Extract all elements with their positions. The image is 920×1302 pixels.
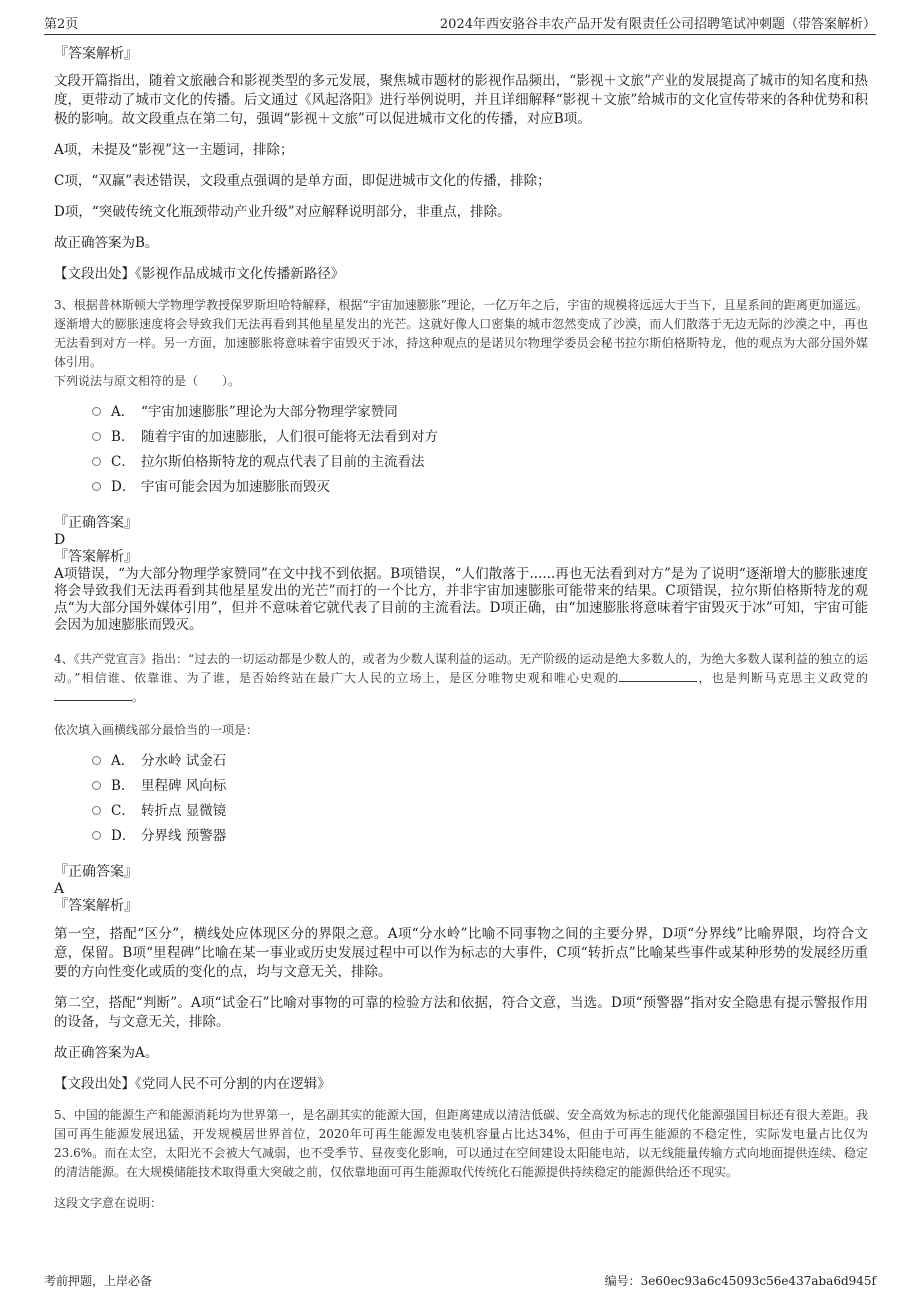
option-d[interactable] [92,821,868,846]
option-letter: B． [111,428,135,445]
option-b[interactable] [92,422,868,447]
question-5 [54,1106,868,1213]
analysis-label: 『答案解析』 [54,46,138,62]
page-header [44,10,876,35]
option-text: 随着宇宙的加速膨胀，人们很可能将无法看到对方 [141,428,438,445]
conclusion: 故正确答案为A。 [54,1045,159,1061]
answer-label: 『正确答案』 [54,864,138,880]
option-a[interactable] [92,746,868,771]
fill-blank [619,669,697,682]
analysis-label: 『答案解析』 [54,898,138,914]
analysis-label: 『答案解析』 [54,549,138,565]
question-3 [54,296,868,634]
option-letter: D． [111,827,136,844]
option-text: 分界线 预警器 [141,827,227,844]
radio-button[interactable] [92,756,101,765]
page-footer [44,1270,876,1290]
option-letter: B． [111,777,135,794]
source-citation: 【文段出处】《影视作品成城市文化传播新路径》 [54,266,345,282]
radio-button[interactable] [92,407,101,416]
option-c[interactable] [92,447,868,472]
analysis-paragraph: 文段开篇指出，随着文旅融合和影视类型的多元发展，聚焦城市题材的影视作品频出，“影视＋文旅”产业的发展提高了城市的知名度和热度，更带动了城市文化的传播。后文通过《风起洛阳》进行举例说明，并且详细解释“影视＋文旅”给城市的文化宣传带来的各种优势和积极的影响。故文段重点在第二句，强调“影视＋文旅”可以促进城市文化的传播，对应B项。 [54,73,868,127]
document-title: 2024年西安骆谷丰农产品开发有限责任公司招聘笔试冲刺题（带答案解析） [439,17,876,32]
question-stem: 3、根据普林斯顿大学物理学教授保罗斯坦哈特解释，根据“宇宙加速膨胀”理论，一亿万年之后，宇宙的规模将远远大于当下，且星系间的距离更加遥远。逐渐增大的膨胀速度将会导致我们无法再看到其他星星发出的光芒。这就好像人口密集的城市忽然变成了沙漠，而人们散落于无边无际的沙漠之中，再也无法看到对方一样。另一方面，加速膨胀将意味着宇宙毁灭于冰，持这种观点的是诺贝尔物理学委员会秘书拉尔斯伯格斯特龙，他的观点为大部分国外媒体引用。 [54,298,868,369]
answer-value: A [54,881,65,897]
analysis-paragraph: C项，“双赢”表述错误，文段重点强调的是单方面，即促进城市文化的传播，排除； [54,173,551,189]
option-a[interactable] [92,397,868,422]
source-citation: 【文段出处】《党同人民不可分割的内在逻辑》 [54,1076,331,1092]
analysis-paragraph: 第一空，搭配“区分”，横线处应体现区分的界限之意。A项“分水岭”比喻不同事物之间的主要分界，D项“分界线”比喻界限，均符合文意，保留。B项“里程碑”比喻在某一事业或历史发展过程中可以作为标志的大事件，C项“转折点”比喻某些事件或某种形势的发展经历重要的方向性变化或质的变化的点，均与文意无关，排除。 [54,926,868,980]
option-d[interactable] [92,472,868,497]
analysis-paragraph: 第二空，搭配“判断”。A项“试金石”比喻对事物的可靠的检验方法和依据，符合文意，当选。D项“预警器”指对安全隐患有提示警报作用的设备，与文意无关，排除。 [54,995,868,1030]
fill-blank [54,688,132,701]
radio-button[interactable] [92,781,101,790]
question-prompt: 下列说法与原文相符的是（ ）。 [54,374,241,388]
page-number: 第2页 [44,17,79,32]
answer-value: D [54,532,66,548]
option-list [92,746,868,846]
question-stem: 5、中国的能源生产和能源消耗均为世界第一，是名副其实的能源大国，但距离建成以清洁低碳、安全高效为标志的现代化能源强国目标还有很大差距。我国可再生能源发展迅猛，开发规模居世界首位，2020年可再生能源发电装机容量占比达34%，但由于可再生能源的不稳定性，实际发电量占比仅为23.6%。而在太空，太阳光不会被大气减弱，也不受季节、昼夜变化影响，可以通过在空间建设太阳能电站，以无线能量传输方式向地面提供连续、稳定的清洁能源。在大规模储能技术取得重大突破之前，仅依靠地面可再生能源取代传统化石能源提供持续稳定的能源供给还不现实。 [54,1108,868,1179]
stem-part: 4、《共产党宣言》指出：“过去的一切运动都是少数人的，或者为少数人谋利益的运动。无产阶级的运动是绝大多数人的，为绝大多数人谋利益的独立的运动。”相信谁、依靠谁、为了谁，是否始终站在最广大人民的立场上，是区分唯物史观和唯心史观的 [54,652,868,685]
option-letter: C． [111,802,135,819]
option-letter: C． [111,453,135,470]
option-letter: A． [111,403,135,420]
radio-button[interactable] [92,457,101,466]
option-text: 分水岭 试金石 [141,752,227,769]
analysis-paragraph: D项，“突破传统文化瓶颈带动产业升级”对应解释说明部分，非重点，排除。 [54,204,511,220]
question-prompt: 这段文字意在说明： [54,1196,163,1210]
question-4 [54,650,868,1094]
question-stem [54,650,868,707]
page-content [54,44,868,1219]
radio-button[interactable] [92,831,101,840]
option-text: 拉尔斯伯格斯特龙的观点代表了目前的主流看法 [141,453,425,470]
option-text: 里程碑 风向标 [141,777,227,794]
option-c[interactable] [92,796,868,821]
radio-button[interactable] [92,806,101,815]
stem-part: ，也是判断马克思主义政党的 [697,671,868,685]
option-letter: D． [111,478,136,495]
option-b[interactable] [92,771,868,796]
option-text: “宇宙加速膨胀”理论为大部分物理学家赞同 [141,403,398,420]
analysis-paragraph: A项，未提及“影视”这一主题词，排除； [54,142,294,158]
stem-part: 。 [132,690,145,704]
conclusion: 故正确答案为B。 [54,235,159,251]
analysis-paragraph: A项错误，“为大部分物理学家赞同”在文中找不到依据。B项错误，“人们散落于......再也无法看到对方”是为了说明“逐渐增大的膨胀速度将会导致我们无法再看到其他星星发出的光芒”而打的一个比方，并非宇宙加速膨胀可能带来的结果。C项错误，拉尔斯伯格斯特龙的观点“为大部分国外媒体引用”，但并不意味着它就代表了目前的主流看法。D项正确，由“加速膨胀将意味着宇宙毁灭于冰”可知，宇宙可能会因为加速膨胀而毁灭。 [54,566,868,633]
option-text: 转折点 显微镜 [141,802,227,819]
answer-label: 『正确答案』 [54,515,138,531]
radio-button[interactable] [92,482,101,491]
footer-slogan: 考前押题，上岸必备 [44,1273,153,1288]
radio-button[interactable] [92,432,101,441]
document-id: 编号：3e60ec93a6c45093c56e437aba6d945f [604,1273,876,1288]
option-text: 宇宙可能会因为加速膨胀而毁灭 [141,478,330,495]
option-list [92,397,868,497]
option-letter: A． [111,752,135,769]
question-prompt: 依次填入画横线部分最恰当的一项是： [54,723,259,737]
